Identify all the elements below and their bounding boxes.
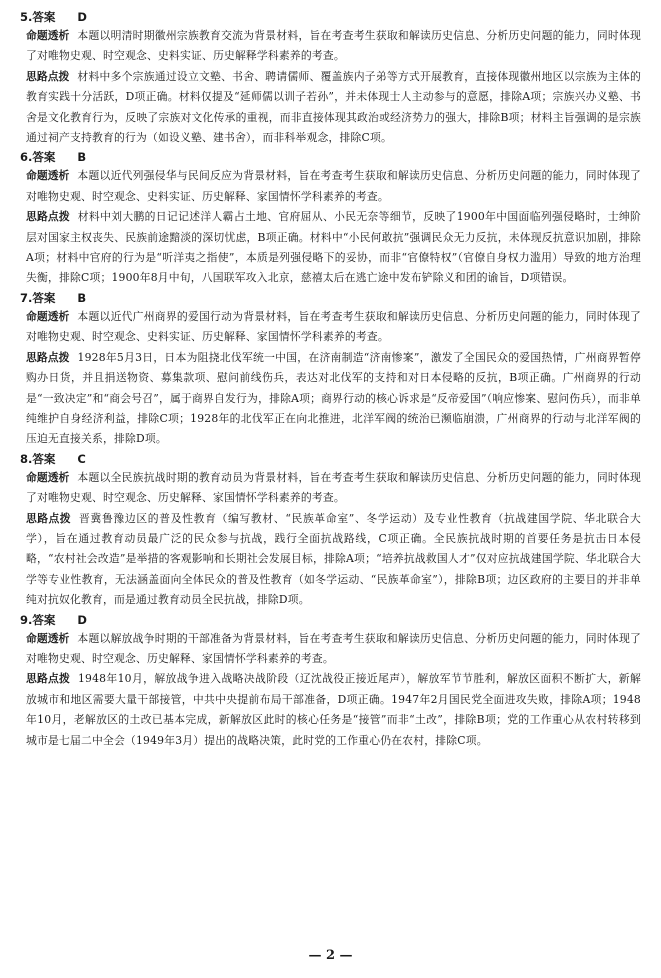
hint-text: 晋冀鲁豫边区的普及性教育（编写教材、“民族革命室”、冬学运动）及专业性教育（抗战建国学院、华北联合大学），旨在通过教育动员最广泛的民众参与抗战，践行全面抗战路线，C项正确。全民族抗战时期的首要任务是抗击日本侵略，“农村社会改造”是举措的客观影响和长期社会发展目标，排除A项；“培养抗战救国人才”仅对应抗战建国学院、华北联合大学等专业性教育，无法涵盖面向全体民众的普及性教育（如冬学运动、“民族革命室”），排除B项；边区政府的主要目的并非单纯对抗奴化教育，而是通过教育动员全民抗战，排除D项。 bbox=[26, 511, 641, 607]
question-block bbox=[20, 289, 641, 450]
question-header bbox=[20, 8, 641, 26]
analysis-label: 命题透析 bbox=[26, 169, 70, 183]
page-number: — 2 — bbox=[308, 948, 353, 963]
hint-paragraph bbox=[20, 67, 641, 149]
answer-label: 答案 bbox=[32, 612, 56, 627]
answer-label: 答案 bbox=[32, 290, 56, 305]
answer-label: 答案 bbox=[32, 10, 56, 24]
hint-label: 思路点拨 bbox=[26, 69, 70, 83]
analysis-paragraph bbox=[20, 26, 641, 67]
hint-paragraph bbox=[20, 669, 641, 751]
analysis-paragraph bbox=[20, 166, 641, 207]
answer-value: B bbox=[77, 150, 87, 165]
question-header bbox=[20, 450, 641, 468]
hint-label: 思路点拨 bbox=[26, 350, 70, 364]
hint-label: 思路点拨 bbox=[26, 511, 72, 525]
question-number: 9. bbox=[20, 612, 33, 627]
analysis-label: 命题透析 bbox=[26, 631, 70, 645]
hint-paragraph bbox=[20, 509, 641, 611]
hint-text: 1928年5月3日，日本为阻挠北伐军统一中国，在济南制造“济南惨案”，激发了全国民众的爱国热情，广州商界暂停购办日货，并且捐送物资、募集款项、慰问前线伤兵，表达对北伐军的支持和对日本侵略的反抗，B项正确。广州商界的行动是“一致决定”和“商会号召”，属于商界自发行为，排除A项；商界行动的核心诉求是“反帝爱国”（响应惨案、慰问伤兵），而非单纯维护自身经济利益，排除C项；1928年的北伐军正在向北推进，北洋军阀的统治已濒临崩溃，广州商界的行动与北洋军阀的压迫无直接关系，排除D项。 bbox=[26, 350, 641, 446]
answer-value: C bbox=[77, 451, 86, 466]
hint-paragraph bbox=[20, 207, 641, 289]
hint-paragraph bbox=[20, 348, 641, 450]
question-number: 5. bbox=[20, 10, 33, 24]
question-header bbox=[20, 611, 641, 629]
analysis-label: 命题透析 bbox=[26, 309, 70, 323]
analysis-label: 命题透析 bbox=[26, 470, 70, 484]
analysis-text: 本题以近代广州商界的爱国行动为背景材料，旨在考查考生获取和解读历史信息、分析历史问题的能力，同时体现了对唯物史观、时空观念、史料实证、历史解释、家国情怀学科素养的考查。 bbox=[26, 309, 642, 344]
analysis-text: 本题以全民族抗战时期的教育动员为背景材料，旨在考查考生获取和解读历史信息、分析历史问题的能力，同时体现了对唯物史观、时空观念、历史解释、家国情怀学科素养的考查。 bbox=[26, 470, 642, 505]
analysis-paragraph bbox=[20, 307, 641, 348]
analysis-label: 命题透析 bbox=[26, 29, 70, 42]
hint-label: 思路点拨 bbox=[26, 210, 70, 224]
analysis-text: 本题以明清时期徽州宗族教育交流为背景材料，旨在考查考生获取和解读历史信息、分析历史问题的能力，同时体现了对唯物史观、时空观念、史料实证、历史解释学科素养的考查。 bbox=[26, 29, 642, 63]
question-header bbox=[20, 148, 641, 166]
question-number: 6. bbox=[20, 150, 33, 165]
question-list bbox=[20, 8, 641, 751]
question-number: 7. bbox=[20, 290, 33, 305]
answer-label: 答案 bbox=[32, 150, 56, 165]
hint-label: 思路点拨 bbox=[26, 672, 70, 686]
analysis-paragraph bbox=[20, 468, 641, 509]
hint-text: 1948年10月，解放战争进入战略决战阶段（辽沈战役正接近尾声），解放军节节胜利，解放区面积不断扩大，新解放城市和地区需要大量干部接管，中共中央提前布局干部准备，D项正确。1947年2月国民党全面进攻失败，排除A项；1948年10月，老解放区的土改已基本完成，新解放区此时的核心任务是“接管”而非“土改”，排除B项；党的工作重心从农村转移到城市是七届二中全会（1949年3月）提出的战略决策，此时党的工作重心仍在农村，排除C项。 bbox=[26, 672, 641, 747]
question-block bbox=[20, 611, 641, 751]
analysis-text: 本题以解放战争时期的干部准备为背景材料，旨在考查考生获取和解读历史信息、分析历史问题的能力，同时体现了对唯物史观、时空观念、历史解释、家国情怀学科素养的考查。 bbox=[26, 631, 642, 665]
question-header bbox=[20, 289, 641, 307]
answer-value: D bbox=[77, 10, 87, 24]
question-block bbox=[20, 450, 641, 611]
answer-label: 答案 bbox=[32, 451, 56, 466]
hint-text: 材料中刘大鹏的日记记述洋人霸占土地、官府屈从、小民无奈等细节，反映了1900年中国面临列强侵略时，士绅阶层对国家主权丧失、民族前途黯淡的深切忧虑，B项正确。材料中“小民何敢抗”强调民众无力反抗，未体现反抗意识加剧，排除A项；材料中官府的行为是“听洋夷之指使”，本质是列强侵略下的妥协，而非“官僚特权”（官僚自身权力滥用）导致的地方治理失衡，排除C项；1900年8月中旬，八国联军攻入北京，慈禧太后在逃亡途中发布铲除义和团的谕旨，D项错误。 bbox=[26, 210, 642, 285]
answer-value: D bbox=[77, 612, 87, 627]
question-number: 8. bbox=[20, 451, 33, 466]
question-block bbox=[20, 8, 641, 148]
question-block bbox=[20, 148, 641, 288]
hint-text: 材料中多个宗族通过设立文塾、书舍、聘请儒师、覆盖族内子弟等方式开展教育，直接体现徽州地区以宗族为主体的教育实践十分活跃，D项正确。材料仅提及“延师儒以训子若孙”，并未体现士人主动参与的意愿，排除A项；宗族兴办义塾、书舍是文化教育行为，反映了宗族对文化传承的重视，而非直接体现其政治或经济势力的强大，排除B项；材料主旨强调的是宗族通过祠产支持教育的行为（如设义塾、建书舍），而非科举观念，排除C项。 bbox=[26, 69, 642, 145]
answer-value: B bbox=[77, 290, 87, 305]
analysis-paragraph bbox=[20, 629, 641, 670]
analysis-text: 本题以近代列强侵华与民间反应为背景材料，旨在考查考生获取和解读历史信息、分析历史问题的能力，同时体现了对唯物史观、时空观念、史料实证、历史解释、家国情怀学科素养的考查。 bbox=[26, 169, 642, 203]
